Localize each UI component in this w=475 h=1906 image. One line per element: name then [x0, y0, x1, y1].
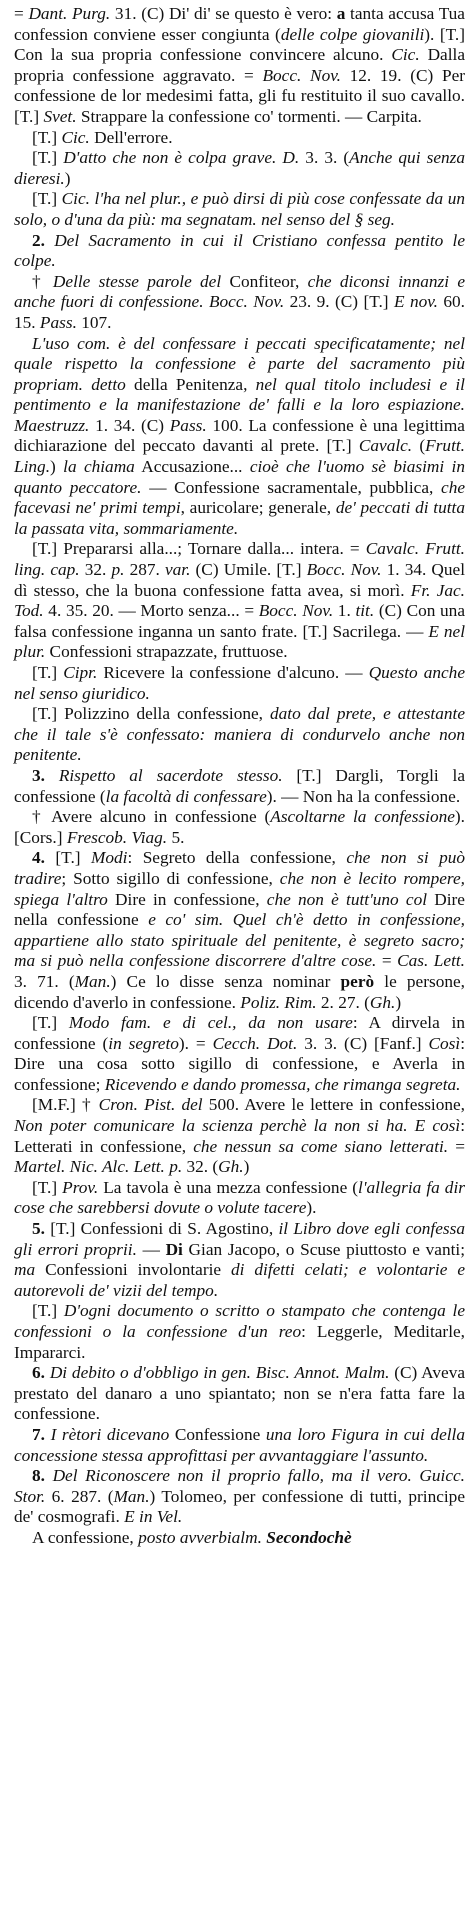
entry-paragraph: 3. Rispetto al sacerdote stesso. [T.] Dargli, Torgli la confessione (la facoltà di confessare). — Non ha la confessione. [14, 765, 465, 806]
entry-paragraph: [T.] Cic. Dell'errore. [32, 127, 173, 147]
entry-paragraph: [T.] D'ogni documento o scritto o stampato che contenga le confessioni o la confessione d'un reo: Leggerle, Meditarle, Impararci. [14, 1301, 465, 1362]
entry-paragraph: 4. [T.] Modi: Segreto della confessione, che non si può tradire; Sotto sigillo di confessione, che non è lecito rompere, spiega l'altro Dire in confessione, che non è tutt'uno col Dire nella confessione e co' sim. Quel ch'è detto in confessione, appartiene allo stato spirituale del penitente, è segreto sacro; ma si può nella confessione discorrere d'altre cose. = Cas. Lett. 3. 71. (Man.) Ce lo disse senza nominar però le persone, dicendo d'averlo in confessione. Poliz. Rim. 2. 27. (Gh.) [14, 848, 465, 1012]
entry-paragraph: [T.] Cic. l'ha nel plur., e può dirsi di più cose confessate da un solo, o d'una da più: ma segnatam. nel senso del § seg. [14, 189, 465, 229]
entry-paragraph: [M.F.] † Cron. Pist. del 500. Avere le lettere in confessione, Non poter comunicare la scienza perchè la non si ha. E così: Letterati in confessione, che nessun sa come siano letterati. = Martel. Nic. Alc. Lett. p. 32. (Gh.) [14, 1095, 466, 1177]
entry-paragraph: [T.] Prov. La tavola è una mezza confessione (l'allegria fa dir cose che sarebbersi dovute o volute tacere). [14, 1177, 465, 1218]
entry-paragraph: 2. Del Sacramento in cui il Cristiano confessa pentito le colpe. [14, 230, 465, 271]
entry-paragraph: [T.] Modo fam. e di cel., da non usare: A dirvela in confessione (in segreto). = Cecch. Dot. 3. 3. (C) [Fanf.] Così: Dire una cosa sotto sigillo di confessione, e Averla in confessione; Ricevendo e dando promessa, che rimanga segreta. [14, 1013, 466, 1094]
entry-paragraph: = Dant. Purg. 31. (C) Di' di' se questo è vero: a tanta accusa Tua confession conviene esser congiunta (delle colpe giovanili). [T.] Con la sua propria confessione convincere alcuno. Cic. Dalla propria confessione aggravato. = Bocc. Nov. 12. 19. (C) Per confessione de lor medesimi fatta, gli fu restituito il suo cavallo. [T.] Svet. Strappare la confessione co' tormenti. — Carpita. [14, 4, 465, 126]
entry-paragraph: [T.] D'atto che non è colpa grave. D. 3. 3. (Anche qui senza dieresi.) [14, 148, 465, 188]
entry-paragraph: L'uso com. è del confessare i peccati specificatamente; nel quale rispetto la confessione è parte del sacramento più propriam. detto della Penitenza, nel qual titolo includesi e il pentimento e la manifestazione de' falli e la loro espiazione. Maestruzz. 1. 34. (C) Pass. 100. La confessione è una legittima dichiarazione del peccato davanti al prete. [T.] Cavalc. (Frutt. Ling.) la chiama Accusazione... cioè che l'uomo sè biasimi in quanto peccatore. — Confessione sacramentale, pubblica, che facevasi ne' primi tempi, auricolare; generale, de' peccati di tutta la passata vita, sommariamente. [14, 333, 466, 538]
entry-paragraph: 7. I rètori dicevano Confessione una loro Figura in cui della concessione stessa approfittasi per avvantaggiare l'assunto. [14, 1424, 465, 1465]
entry-paragraph: [T.] Cipr. Ricevere la confessione d'alcuno. — Questo anche nel senso giuridico. [14, 663, 465, 703]
entry-paragraph: [T.] Prepararsi alla...; Tornare dalla... intera. = Cavalc. Frutt. ling. cap. 32. p. 287. var. (C) Umile. [T.] Bocc. Nov. 1. 34. Quel dì stesso, che la buona confessione fatta avea, si morì. Fr. Jac. Tod. 4. 35. 20. — Morto senza... = Bocc. Nov. 1. tit. (C) Con una falsa confessione inganna un santo frate. [T.] Sacrilega. — E nel plur. Confessioni strapazzate, fruttuose. [14, 539, 466, 662]
entry-paragraph: 6. Di debito o d'obbligo in gen. Bisc. Annot. Malm. (C) Aveva prestato del danaro a uno spiantato; non se n'era fatta fare la confessione. [14, 1363, 465, 1424]
entry-paragraph: [T.] Polizzino della confessione, dato dal prete, e attestante che il tale s'è confessato: maniera di condurvelo anche non penitente. [14, 704, 465, 765]
entry-paragraph: 5. [T.] Confessioni di S. Agostino, il Libro dove egli confessa gli errori proprii. — Di Gian Jacopo, o Scuse piuttosto e vanti; ma Confessioni involontarie di difetti celati; e volontarie e autorevoli de' vizii del tempo. [14, 1219, 466, 1300]
entry-paragraph: † Avere alcuno in confessione (Ascoltarne la confessione). [Cors.] Frescob. Viag. 5. [14, 807, 465, 847]
entry-paragraph: † Delle stesse parole del Confiteor, che diconsi innanzi e anche fuori di confessione. Bocc. Nov. 23. 9. (C) [T.] E nov. 60. 15. Pass. 107. [14, 271, 465, 332]
entry-paragraph: 8. Del Riconoscere non il proprio fallo, ma il vero. Guicc. Stor. 6. 287. (Man.) Tolomeo, per confessione di tutti, principe de' cosmografi. E in Vel. [14, 1466, 465, 1527]
entry-paragraph: A confessione, posto avverbialm. Secondochè [32, 1527, 352, 1547]
